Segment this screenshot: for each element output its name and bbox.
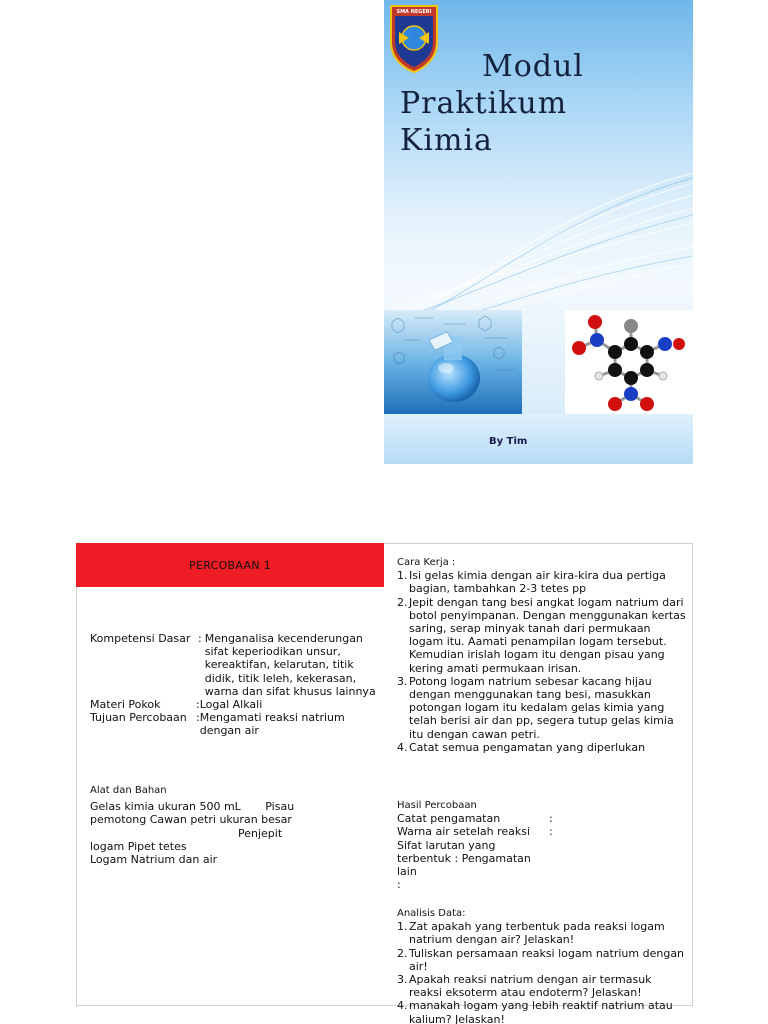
cover-bottom-band [384, 414, 693, 464]
question-text: Tuliskan persamaan reaksi logam natrium dengan air! [409, 946, 685, 973]
step-text: Isi gelas kimia dengan air kira-kira dua pertiga bagian, tambahkan 2-3 tetes pp [409, 569, 666, 596]
alat-line: pemotong Cawan petri ukuran besar [90, 813, 292, 827]
hasil-colon: : [549, 825, 553, 839]
kompetensi-row [90, 632, 380, 698]
hasil-title: Hasil Percobaan [397, 800, 477, 811]
alat-line: Gelas kimia ukuran 500 mL Pisau [90, 800, 295, 814]
alat-bahan-section [90, 784, 380, 866]
school-logo-text: SMA NEGERI [396, 9, 432, 15]
question-text: manakah logam yang lebih reaktif natrium atau kalium? Jelaskan! [409, 999, 673, 1024]
list-item [397, 741, 687, 754]
kompetensi-value: Menganalisa kecenderungan sifat keperiodikan unsur, kereaktifan, kelarutan, titik didik, titik leleh, kekerasan, warna dan sifat khusus lainnya [204, 632, 376, 698]
step-number: 4. [397, 740, 408, 754]
step-text: Catat semua pengamatan yang diperlukan [409, 740, 646, 754]
analisis-title: Analisis Data: [397, 908, 466, 919]
alat-line: logam Pipet tetes [90, 839, 187, 853]
molecule-photo [565, 310, 693, 414]
list-item [397, 973, 687, 999]
list-item [397, 947, 687, 973]
tujuan-value: Mengamati reaksi natrium dengan air [199, 711, 345, 738]
hasil-line: lain [397, 865, 417, 879]
tujuan-row [90, 711, 380, 737]
list-item [397, 675, 687, 741]
analisis-list [397, 920, 687, 1024]
cara-kerja-title: Cara Kerja : [397, 557, 456, 568]
hasil-label: Warna air setelah reaksi [397, 825, 531, 839]
list-item [397, 920, 687, 946]
analisis-data-section [397, 907, 687, 1024]
step-number: 2. [397, 595, 408, 609]
question-number: 3. [397, 973, 408, 987]
materi-row [90, 698, 380, 711]
cover-byline: By Tim [489, 436, 528, 447]
question-number: 2. [397, 946, 408, 960]
step-number: 1. [397, 569, 408, 583]
module-cover [384, 0, 693, 464]
tujuan-colon: : [196, 711, 200, 725]
cover-title-line3: Kimia [400, 123, 493, 158]
list-item [397, 999, 687, 1024]
list-item [397, 569, 687, 595]
tujuan-label: Tujuan Percobaan [90, 711, 187, 725]
hasil-line: : [397, 878, 401, 892]
kompetensi-label: Kompetensi Dasar [90, 632, 191, 645]
cover-title-line1: Modul [482, 49, 584, 84]
question-text: Zat apakah yang terbentuk pada reaksi logam natrium dengan air? Jelaskan! [409, 920, 665, 947]
cover-title [400, 48, 680, 159]
hasil-percobaan-section [397, 799, 687, 891]
alat-line: Penjepit [238, 826, 283, 840]
hasil-row [397, 812, 687, 825]
question-number: 1. [397, 920, 408, 934]
step-text: Jepit dengan tang besi angkat logam natrium dari botol penyimpanan. Dengan menggunakan kertas saring, serap minyak tanah dari permukaan logam itu. Aamati penampilan logam tersebut. Kemudian irislah logam itu dengan pisau yang kering amati permukaan irisan. [409, 595, 686, 675]
materi-label: Materi Pokok [90, 698, 161, 712]
hasil-line: terbentuk : Pengamatan [397, 851, 531, 865]
question-text: Apakah reaksi natrium dengan air termasuk reaksi eksoterm atau endoterm? Jelaskan! [409, 973, 652, 1000]
hasil-label: Catat pengamatan [397, 812, 501, 826]
alat-title: Alat dan Bahan [90, 785, 167, 796]
materi-colon: : [196, 698, 200, 712]
question-number: 4. [397, 999, 408, 1013]
step-number: 3. [397, 674, 408, 688]
kompetensi-colon: : [198, 632, 202, 645]
cara-kerja-list [397, 569, 687, 754]
hasil-row [397, 825, 687, 838]
step-text: Potong logam natrium sebesar kacang hijau dengan menggunakan tang besi, masukkan potongan logam itu kedalam gelas kimia yang telah berisi air dan pp, segera tutup gelas kimia itu dengan cawan petri. [409, 674, 674, 741]
hasil-line: Sifat larutan yang [397, 838, 496, 852]
alat-list [90, 800, 380, 866]
alat-line: Logam Natrium dan air [90, 853, 218, 867]
cover-title-line2: Praktikum [400, 86, 568, 121]
list-item [397, 596, 687, 675]
experiment-header: PERCOBAAN 1 [76, 543, 384, 587]
materi-value: Logal Alkali [199, 698, 263, 712]
hasil-colon: : [549, 812, 553, 826]
experiment-info [90, 632, 380, 738]
flask-photo [384, 310, 522, 414]
cara-kerja-section [397, 556, 687, 754]
